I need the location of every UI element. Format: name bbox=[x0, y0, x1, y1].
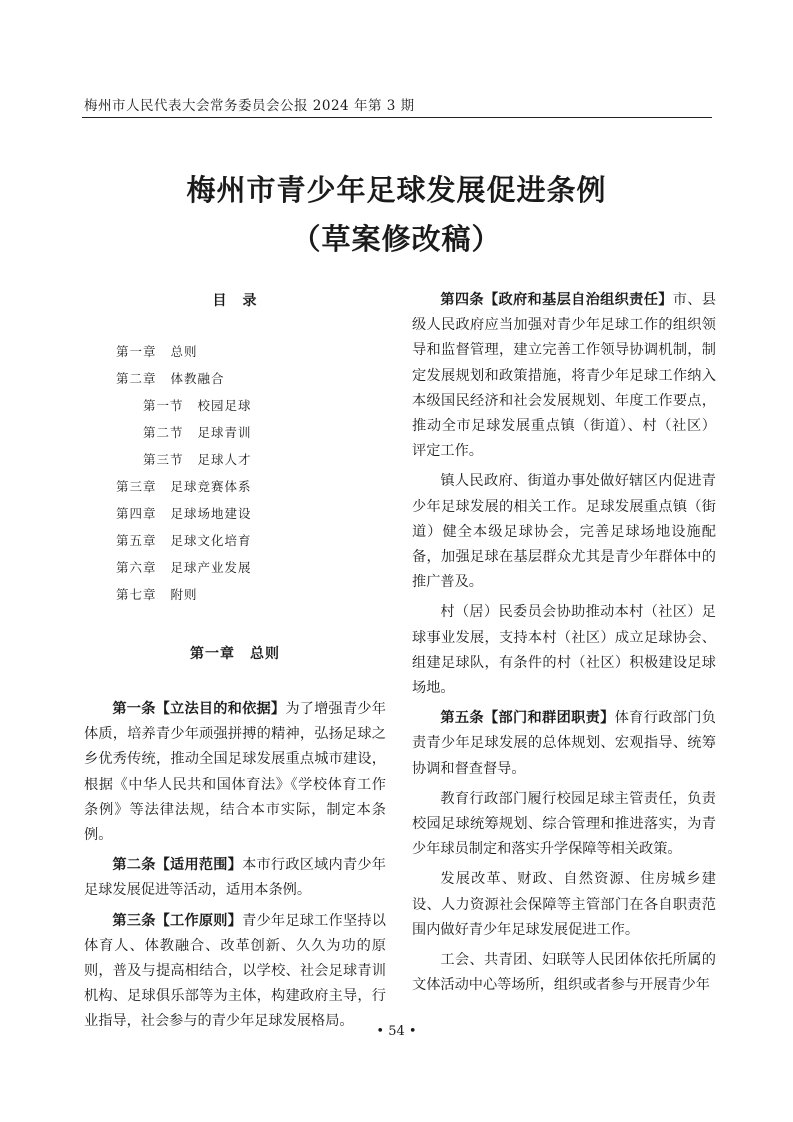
chapter-heading: 第一章 总则 bbox=[190, 646, 280, 662]
article-text: 发展改革、财政、自然资源、住房城乡建设、人力资源社会保障等主管部门在各自职责范围内做好青少年足球发展促进工作。 bbox=[412, 871, 716, 938]
toc-item-number: 第一节 bbox=[143, 398, 184, 413]
page-number: • 54 • bbox=[376, 1024, 417, 1039]
toc-item bbox=[84, 452, 386, 468]
article-paragraph bbox=[84, 853, 386, 903]
article-paragraph bbox=[412, 469, 716, 595]
article-paragraph bbox=[412, 948, 716, 998]
table-of-contents bbox=[84, 344, 386, 603]
article-title: 第二条【适用范围】 bbox=[112, 857, 243, 874]
toc-item bbox=[84, 506, 386, 522]
toc-item-label: 足球人才 bbox=[197, 452, 252, 467]
document-subtitle: （草案修改稿） bbox=[291, 222, 502, 256]
article-paragraph bbox=[412, 867, 716, 943]
article-title: 第一条【立法目的和依据】 bbox=[112, 701, 286, 717]
toc-item-number: 第七章 bbox=[116, 587, 157, 602]
toc-item-label: 足球青训 bbox=[197, 425, 252, 440]
toc-item-number: 第四章 bbox=[116, 506, 157, 521]
toc-item bbox=[84, 533, 386, 549]
toc-heading: 目 录 bbox=[212, 293, 258, 309]
publication-header: 梅州市人民代表大会常务委员会公报 2024 年第 3 期 bbox=[84, 98, 415, 114]
left-column bbox=[84, 288, 386, 1040]
article-paragraph bbox=[84, 909, 386, 1035]
toc-item-label: 足球竞赛体系 bbox=[170, 479, 252, 494]
article-text: 青少年足球工作坚持以体育人、体教融合、改革创新、久久为功的原则，普及与提高相结合，以学校、社会足球青训机构、足球俱乐部等为主体，构建政府主导，行业指导，社会参与的青少年足球发展格局。 bbox=[84, 912, 386, 1030]
article-text: 村（居）民委员会协助推动本村（社区）足球事业发展，支持本村（社区）成立足球协会、组建足球队，有条件的村（社区）积极建设足球场地。 bbox=[412, 604, 716, 697]
right-column bbox=[412, 288, 716, 1003]
article-text: 体育行政部门负责青少年足球发展的总体规划、宏观指导、统筹协调和督查督导。 bbox=[412, 710, 716, 777]
left-article-list bbox=[84, 697, 386, 1035]
document-title: 梅州市青少年足球发展促进条例 bbox=[186, 173, 607, 207]
article-title: 第三条【工作原则】 bbox=[112, 912, 243, 929]
article-paragraph bbox=[84, 697, 386, 848]
header-divider bbox=[82, 117, 712, 118]
toc-item bbox=[84, 344, 386, 360]
toc-item-number: 第五章 bbox=[116, 533, 157, 548]
article-text: 为了增强青少年体质，培养青少年顽强拼搏的精神，弘扬足球之乡优秀传统，推动全国足球发展重点城市建设，根据《中华人民共和国体育法》《学校体育工作条例》等法律法规，结合本市实际，制定本条例。 bbox=[84, 701, 386, 844]
article-title: 第四条【政府和基层自治组织责任】 bbox=[440, 292, 673, 308]
article-paragraph bbox=[412, 600, 716, 701]
article-text: 市、县级人民政府应当加强对青少年足球工作的组织领导和监督管理，建立完善工作领导协调机制，制定发展规划和政策措施，将青少年足球工作纳入本级国民经济和社会发展规划、年度工作要点，推动全市足球发展重点镇（街道）、村（社区）评定工作。 bbox=[412, 292, 716, 460]
toc-item-number: 第二章 bbox=[116, 371, 157, 386]
toc-item-number: 第二节 bbox=[143, 425, 184, 440]
toc-item-number: 第六章 bbox=[116, 560, 157, 575]
article-paragraph bbox=[412, 787, 716, 863]
toc-item-number: 第三章 bbox=[116, 479, 157, 494]
toc-item bbox=[84, 479, 386, 495]
toc-item-label: 总则 bbox=[170, 344, 198, 359]
article-text: 本市行政区域内青少年足球发展促进等活动，适用本条例。 bbox=[84, 857, 386, 899]
toc-item-label: 足球文化培育 bbox=[170, 533, 252, 548]
right-article-list bbox=[412, 288, 716, 998]
toc-item-label: 校园足球 bbox=[197, 398, 252, 413]
article-title: 第五条【部门和群团职责】 bbox=[440, 710, 615, 727]
toc-item bbox=[84, 371, 386, 387]
toc-item-label: 体教融合 bbox=[170, 371, 225, 386]
toc-item-label: 附则 bbox=[170, 587, 198, 602]
toc-item-label: 足球场地建设 bbox=[170, 506, 252, 521]
article-text: 镇人民政府、街道办事处做好辖区内促进青少年足球发展的相关工作。足球发展重点镇（街道）健全本级足球协会，完善足球场地设施配备，加强足球在基层群众尤其是青少年群体中的推广普及。 bbox=[412, 473, 716, 591]
article-paragraph bbox=[412, 706, 716, 782]
article-text: 教育行政部门履行校园足球主管责任，负责校园足球统筹规划、综合管理和推进落实，为青少年球员制定和落实升学保障等相关政策。 bbox=[412, 790, 716, 858]
toc-item-number: 第三节 bbox=[143, 452, 184, 467]
toc-item bbox=[84, 560, 386, 576]
article-text: 工会、共青团、妇联等人民团体依托所属的文体活动中心等场所，组织或者参与开展青少年 bbox=[412, 952, 716, 994]
article-paragraph bbox=[412, 288, 716, 464]
toc-item-number: 第一章 bbox=[116, 344, 157, 359]
toc-item-label: 足球产业发展 bbox=[170, 560, 252, 575]
toc-item bbox=[84, 398, 386, 414]
toc-item bbox=[84, 425, 386, 441]
toc-item bbox=[84, 587, 386, 603]
